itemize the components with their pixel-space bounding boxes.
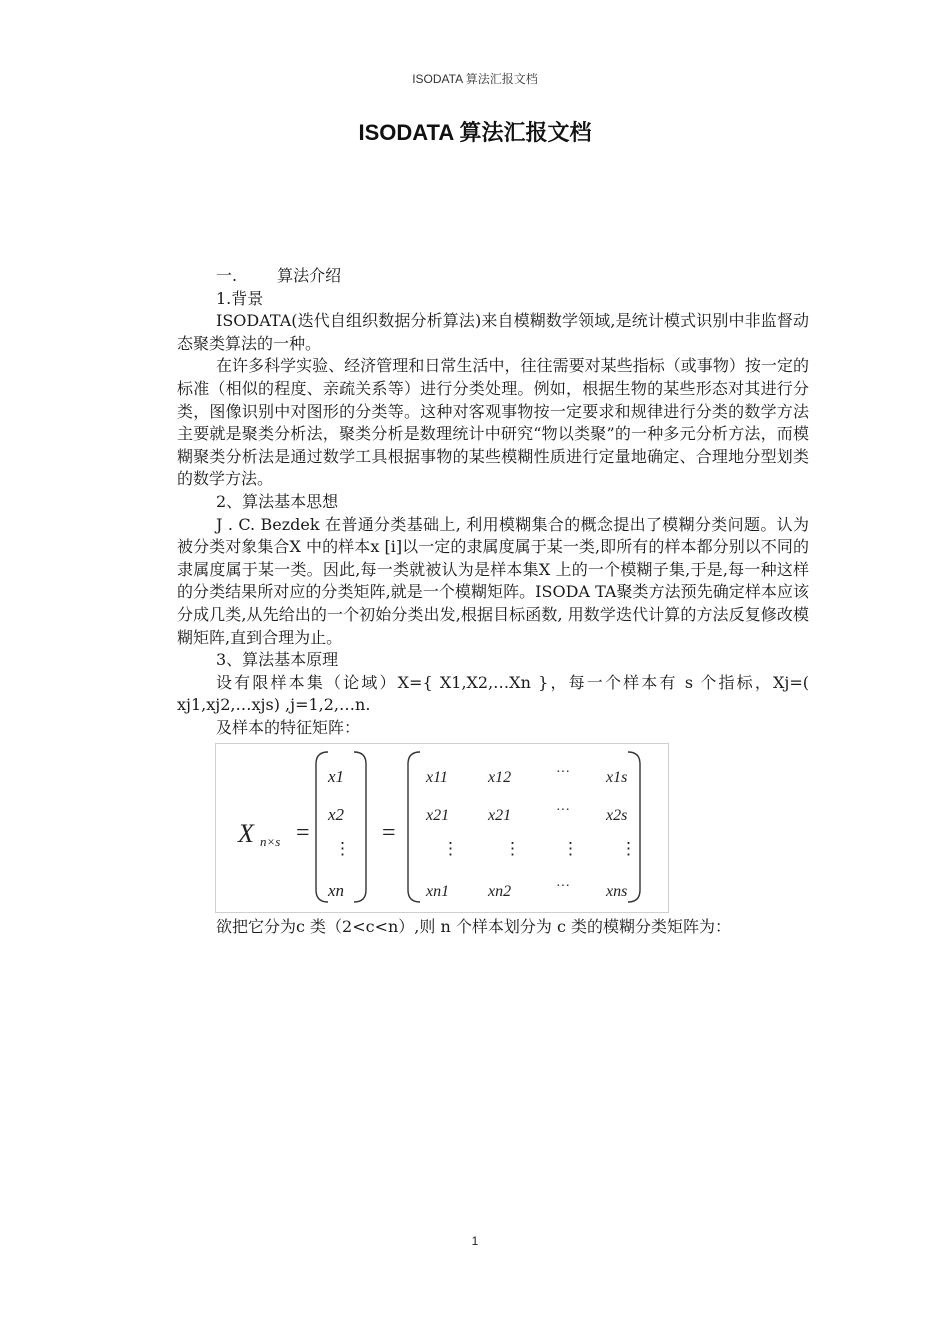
matrix-cell: ⋮: [442, 839, 459, 859]
matrix-equals-1: =: [296, 820, 310, 847]
matrix-left-bracket: [408, 752, 420, 902]
matrix-cell: x1s: [606, 769, 628, 787]
matrix-cell: ⋮: [620, 839, 637, 859]
matrix-cell: xns: [606, 883, 628, 901]
vector-left-bracket: [316, 752, 328, 902]
document-body: [177, 265, 809, 939]
section-heading: [177, 265, 809, 288]
matrix-cell: x21: [426, 807, 450, 825]
document-title: ISODATA 算法汇报文档: [358, 120, 592, 145]
matrix-cell: x2s: [606, 807, 628, 825]
matrix-lhs-subscript: n×s: [260, 834, 281, 850]
vector-right-bracket: [354, 752, 366, 902]
feature-matrix-figure: [215, 743, 669, 913]
running-header: ISODATA 算法汇报文档: [412, 72, 538, 86]
matrix-cell: xn1: [426, 883, 450, 901]
section-number: 一.: [216, 266, 238, 285]
matrix-cell: ⋮: [562, 839, 579, 859]
paragraph-feature-matrix-intro: 及样本的特征矩阵：: [216, 717, 361, 737]
paragraph-intro: ISODATA(迭代自组织数据分析算法)来自模糊数学领域,是统计模式识别中非监督动态聚类算法的一种。: [177, 311, 809, 353]
section-title: 算法介绍: [277, 266, 342, 285]
paragraph-fuzzy-partition: 欲把它分为c 类（2<c<n）,则 n 个样本划分为 c 类的模糊分类矩阵为：: [216, 917, 732, 937]
vector-entry: x1: [328, 767, 345, 787]
matrix-right-bracket: [628, 752, 640, 902]
vector-entry: x2: [328, 805, 345, 825]
matrix-cell: x21: [488, 807, 512, 825]
matrix-cell: x12: [488, 769, 512, 787]
vector-entry: ⋮: [334, 839, 351, 859]
matrix-lhs: X: [238, 819, 254, 849]
page-number: 1: [471, 1234, 479, 1248]
matrix-cell: ···: [556, 879, 570, 895]
matrix-cell: xn2: [488, 883, 512, 901]
subheading-principle: 3、算法基本原理: [216, 650, 339, 670]
paragraph-clustering: 在许多科学实验、经济管理和日常生活中，往往需要对某些指标（或事物）按一定的标准（相似的程度、亲疏关系等）进行分类处理。例如，根据生物的某些形态对其进行分类，图像识别中对图形的分类等。这种对客观事物按一定要求和规律进行分类的数学方法主要就是聚类分析法，聚类分析是数理统计中研究“物以类聚”的一种多元分析方法，而模糊聚类分析法是通过数学工具根据事物的某些模糊性质进行定量地确定、合理地分型划类的数学方法。: [177, 356, 809, 489]
feature-matrix-svg: [216, 744, 668, 912]
matrix-cell: x11: [426, 769, 448, 787]
paragraph-basic-idea: J . C. Bezdek 在普通分类基础上, 利用模糊集合的概念提出了模糊分类问题。认为被分类对象集合X 中的样本x [i]以一定的隶属度属于某一类,即所有的样本都分别以不同的隶属度属于某一类。因此,每一类就被认为是样本集X 上的一个模糊子集,于是,每一种这样的分类结果所对应的分类矩阵,就是一个模糊矩阵。ISODA TA聚类方法预先确定样本应该分成几类,从先给出的一个初始分类出发,根据目标函数, 用数学迭代计算的方法反复修改模糊矩阵,直到合理为止。: [177, 514, 809, 647]
matrix-cell: ···: [556, 765, 570, 781]
subheading-background: 1.背景: [216, 288, 264, 308]
matrix-cell: ⋮: [504, 839, 521, 859]
vector-entry: xn: [328, 881, 345, 901]
paragraph-sample-set: 设有限样本集（论域）X={ X1,X2,…Xn }，每一个样本有 s 个指标，Xj=( xj1,xj2,…xjs) ,j=1,2,…n.: [177, 672, 809, 715]
matrix-cell: ···: [556, 803, 570, 819]
matrix-equals-2: =: [382, 820, 396, 847]
subheading-basic-idea: 2、算法基本思想: [216, 491, 339, 511]
